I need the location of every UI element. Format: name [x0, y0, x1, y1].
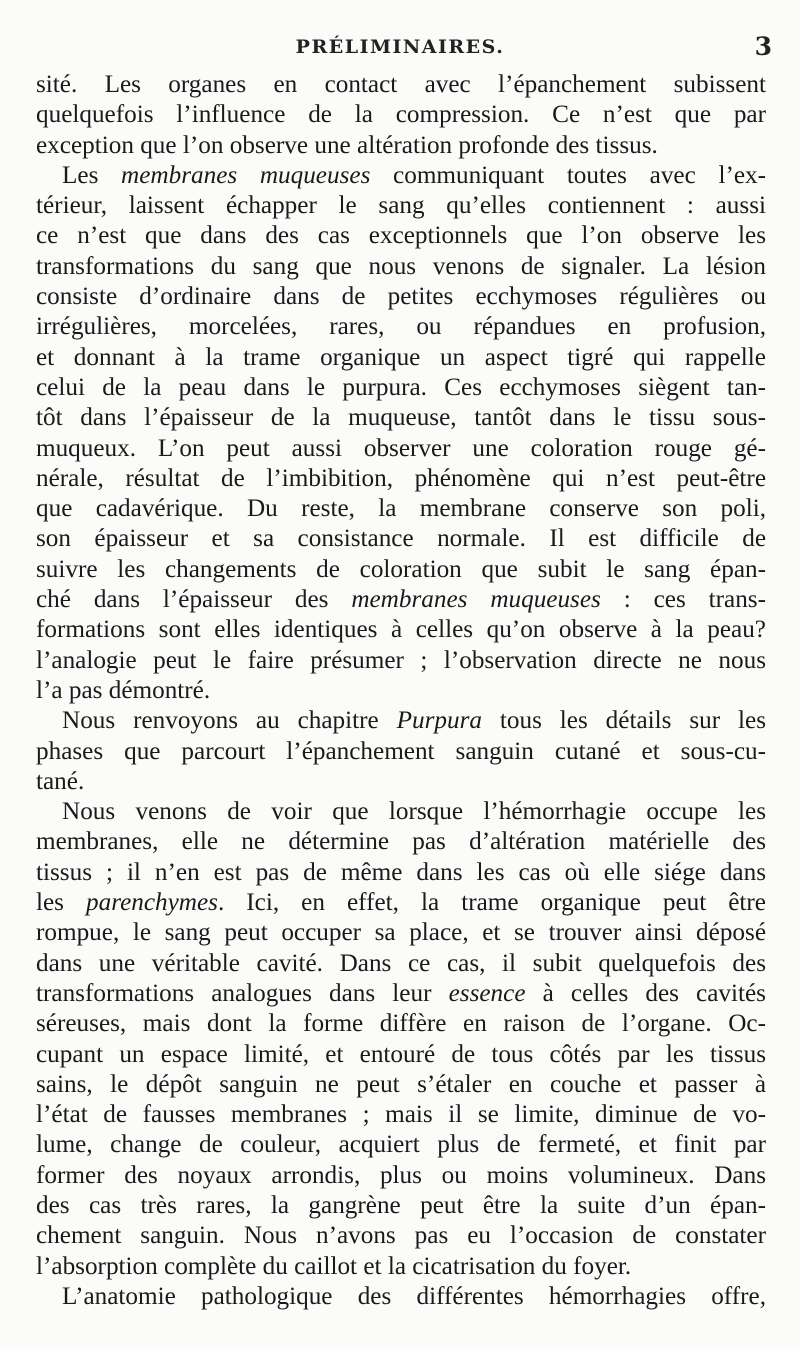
text-line: Nous renvoyons au chapitre Purpura tous les détails sur les — [62, 707, 767, 735]
text-line: former des noyaux arrondis, plus ou moins volumineux. Dans — [36, 1161, 766, 1189]
text-line: cupant un espace limité, et entouré de tous côtés par les tissus — [36, 1040, 766, 1068]
paragraph-1 — [36, 70, 766, 161]
text-line: ché dans l’épaisseur des membranes muqueuses : ces trans- — [36, 586, 766, 614]
text-line: quelquefois l’influence de la compression. Ce n’est que par — [36, 101, 766, 129]
text-line: phases que parcourt l’épanchement sanguin cutané et sous-cu- — [36, 737, 766, 765]
text-line: l’état de fausses membranes ; mais il se limite, diminue de vo- — [36, 1101, 766, 1129]
text-line: rompue, le sang peut occuper sa place, et se trouver ainsi déposé — [36, 919, 766, 947]
text-line: l’absorption complète du caillot et la cicatrisation du foyer. — [36, 1252, 632, 1280]
text-line: ce n’est que dans des cas exceptionnels que l’on observe les — [36, 222, 766, 250]
text-line: tôt dans l’épaisseur de la muqueuse, tantôt dans le tissu sous- — [36, 404, 766, 432]
text-line: des cas très rares, la gangrène peut être la suite d’un épan- — [36, 1191, 766, 1219]
text-line: que cadavérique. Du reste, la membrane conserve son poli, — [36, 495, 766, 523]
text-line: et donnant à la trame organique un aspect tigré qui rappelle — [36, 343, 766, 371]
paragraph-5 — [36, 1282, 766, 1312]
text-line: suivre les changements de coloration que subit le sang épan- — [36, 555, 766, 583]
text-line: L’anatomie pathologique des différentes hémorrhagies offre, — [62, 1282, 766, 1310]
text-line: transformations du sang que nous venons de signaler. La lésion — [36, 252, 766, 280]
text-line: membranes, elle ne détermine pas d’altération matérielle des — [36, 828, 766, 856]
text-line: formations sont elles identiques à celles qu’on observe à la peau? — [36, 616, 766, 644]
text-line: térieur, laissent échapper le sang qu’elles contiennent : aussi — [36, 192, 766, 220]
running-head: PRÉLIMINAIRES. — [295, 36, 505, 58]
text-line: tané. — [36, 767, 85, 795]
text-line: exception que l’on observe une altération profonde des tissus. — [36, 131, 658, 159]
text-line: tissus ; il n’en est pas de même dans les cas où elle siége dans — [36, 858, 766, 886]
text-line: chement sanguin. Nous n’avons pas eu l’occasion de constater — [36, 1222, 766, 1250]
text-line: irrégulières, morcelées, rares, ou répandues en profusion, — [36, 313, 766, 341]
text-line: celui de la peau dans le purpura. Ces ecchymoses siègent tan- — [36, 373, 766, 401]
body-text — [36, 70, 766, 1312]
paragraph-3 — [36, 706, 766, 797]
page-header — [0, 32, 800, 62]
text-line: muqueux. L’on peut aussi observer une coloration rouge gé- — [36, 434, 766, 462]
text-line: les parenchymes. Ici, en effet, la trame organique peut être — [36, 889, 766, 917]
paragraph-2 — [36, 161, 766, 706]
text-line: transformations analogues dans leur essence à celles des cavités — [36, 979, 766, 1007]
text-line: nérale, résultat de l’imbibition, phénomène qui n’est peut-être — [36, 464, 766, 492]
text-line: l’a pas démontré. — [36, 676, 211, 704]
text-line: lume, change de couleur, acquiert plus de fermeté, et finit par — [36, 1131, 766, 1159]
text-line: séreuses, mais dont la forme diffère en raison de l’organe. Oc- — [36, 1010, 766, 1038]
text-line: consiste d’ordinaire dans de petites ecchymoses régulières ou — [36, 283, 766, 311]
page-number: 3 — [754, 32, 772, 61]
text-line: l’analogie peut le faire présumer ; l’observation directe ne nous — [36, 646, 766, 674]
text-line: dans une véritable cavité. Dans ce cas, il subit quelquefois des — [36, 949, 766, 977]
text-line: Nous venons de voir que lorsque l’hémorrhagie occupe les — [62, 798, 766, 826]
text-line: son épaisseur et sa consistance normale. Il est difficile de — [36, 525, 766, 553]
text-line: sité. Les organes en contact avec l’épanchement subissent — [36, 71, 766, 98]
text-line: sains, le dépôt sanguin ne peut s’étaler en couche et passer à — [36, 1070, 766, 1098]
text-line: Les membranes muqueuses communiquant toutes avec l’ex- — [62, 161, 766, 189]
paragraph-4 — [36, 797, 766, 1282]
